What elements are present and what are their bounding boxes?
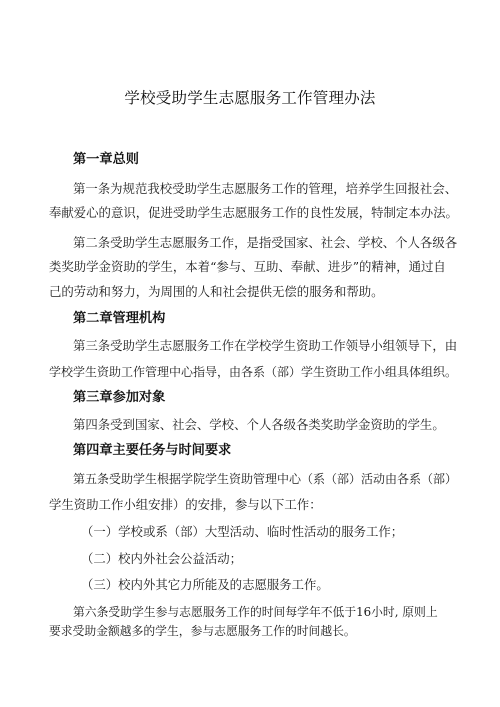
- chapter-4-heading: 第四章主要任务与时间要求: [73, 443, 232, 458]
- chapter-3-heading: 第三章参加对象: [73, 390, 166, 405]
- list-item-1: （一）学校或系（部）大型活动、临时性活动的服务工作；: [81, 524, 404, 539]
- article-6-line-2: 要求受助金额越多的学生，参与志愿服务工作的时间越长。: [49, 624, 356, 638]
- article-4: 第四条受到国家、社会、学校、个人各级各类奖助学金资助的学生。: [73, 417, 445, 432]
- article-5-line-2: 学生资助工作小组安排）的安排，参与以下工作：: [49, 497, 322, 512]
- chapter-1-heading: 第一章总则: [73, 152, 139, 167]
- list-item-2: （二）校内外社会公益活动；: [81, 551, 243, 566]
- article-5-line-1: 第五条受助学生根据学院学生资助管理中心（系（部）活动由各系（部）: [73, 472, 458, 486]
- article-2-line-3: 己的劳动和努力，为周围的人和社会提供无偿的服务和帮助。: [49, 284, 384, 299]
- chapter-2-heading: 第二章管理机构: [73, 311, 166, 326]
- article-1-line-1: 第一条为规范我校受助学生志愿服务工作的管理，培养学生回报社会、: [73, 181, 458, 196]
- article-6-line-1: 第六条受助学生参与志愿服务工作的时间每学年不低于16小时, 原则上: [73, 605, 438, 619]
- document-title: 学校受助学生志愿服务工作管理办法: [124, 89, 376, 107]
- list-item-3: （三）校内外其它力所能及的志愿服务工作。: [81, 577, 329, 592]
- article-3-line-1: 第三条受助学生志愿服务工作在学校学生资助工作领导小组领导下，由: [73, 338, 458, 353]
- article-2-line-1: 第二条受助学生志愿服务工作，是指受国家、社会、学校、个人各级各: [73, 235, 458, 250]
- article-3-line-2: 学校学生资助工作管理中心指导，由各系（部）学生资助工作小组具体组织。: [49, 365, 458, 379]
- article-2-line-2: 类奖助学金资助的学生，本着“参与、互助、奉献、进步”的精神，通过自: [49, 259, 446, 274]
- article-1-line-2: 奉献爱心的意识，促进受助学生志愿服务工作的良性发展，特制定本办法。: [49, 205, 458, 220]
